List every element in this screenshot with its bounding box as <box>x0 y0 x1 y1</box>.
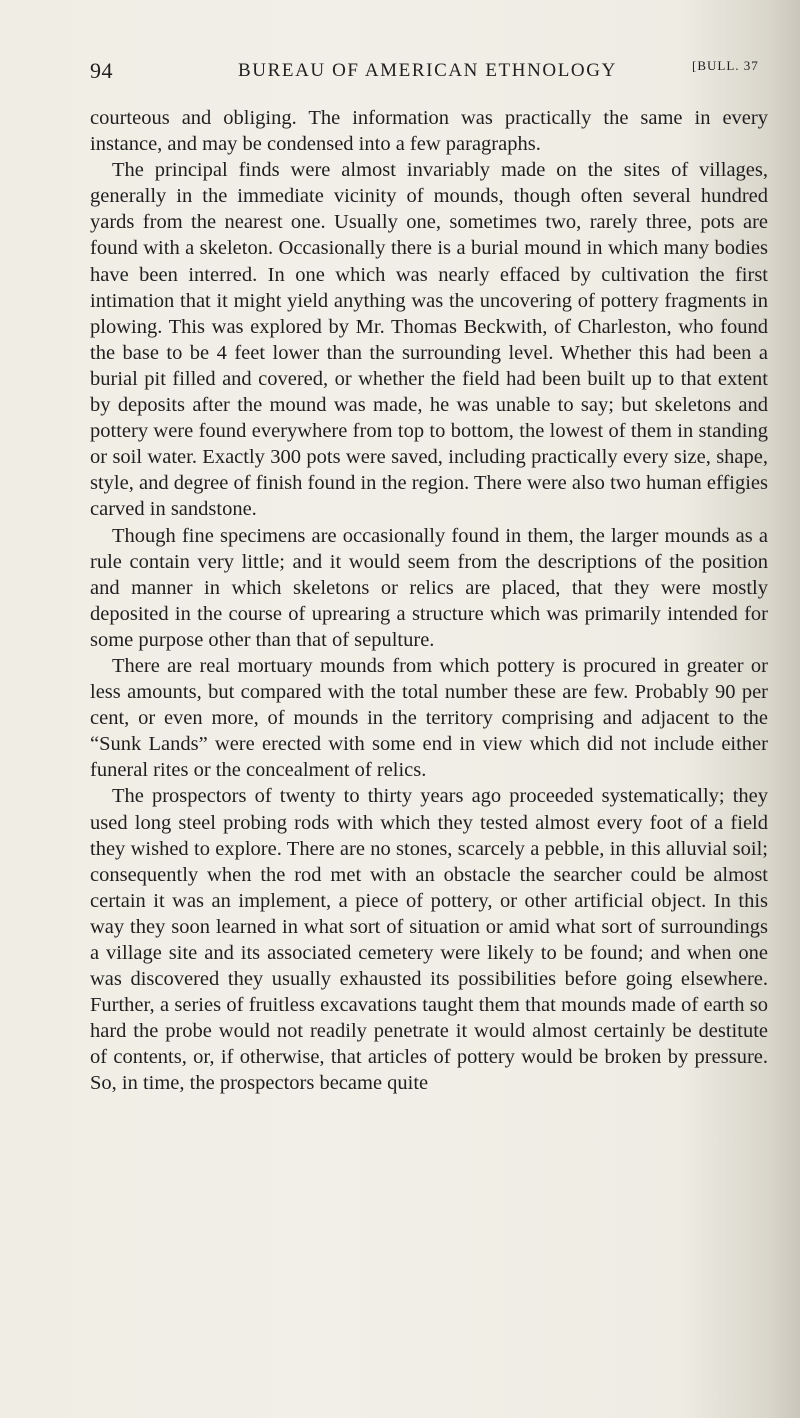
paragraph: The principal finds were almost invariably made on the sites of villages, generally in the immediate vicinity of mounds, though often several hundred yards from the nearest one. Usually one, sometimes two, rarely three, pots are found with a skeleton. Occasionally there is a burial mound in which many bodies have been interred. In one which was nearly effaced by cultivation the first intimation that it might yield anything was the uncovering of pottery fragments in plowing. This was explored by Mr. Thomas Beckwith, of Charleston, who found the base to be 4 feet lower than the surrounding level. Whether this had been a burial pit filled and covered, or whether the field had been built up to that extent by deposits after the mound was made, he was unable to say; but skeletons and pottery were found everywhere from top to bottom, the lowest of them in standing or soil water. Exactly 300 pots were saved, including practically every size, shape, style, and degree of finish found in the region. There were also two human effigies carved in sandstone. <box>90 159 768 521</box>
running-title: BUREAU OF AMERICAN ETHNOLOGY <box>238 60 617 81</box>
page-number: 94 <box>90 58 113 83</box>
body-text <box>90 105 768 1097</box>
paragraph-continued: courteous and obliging. The information was practically the same in every instance, and may be condensed into a few paragraphs. <box>90 107 768 156</box>
bulletin-reference: [BULL. 37 <box>692 58 759 73</box>
page-header <box>90 58 780 92</box>
paragraph: Though fine specimens are occasionally found in them, the larger mounds as a rule contain very little; and it would seem from the descriptions of the position and manner in which skeletons or relics are placed, that they were mostly deposited in the course of uprearing a structure which was primarily intended for some purpose other than that of sepulture. <box>90 524 768 651</box>
paragraph: The prospectors of twenty to thirty years ago proceeded systematically; they used long steel probing rods with which they tested almost every foot of a field they wished to explore. There are no stones, scarcely a pebble, in this alluvial soil; consequently when the rod met with an obstacle the searcher could be almost certain it was an implement, a piece of pottery, or other artificial object. In this way they soon learned in what sort of situation or amid what sort of surroundings a village site and its associated cemetery were likely to be found; and when one was discovered they usually exhausted its possibilities before going elsewhere. Further, a series of fruitless excavations taught them that mounds made of earth so hard the probe would not readily penetrate it would almost certainly be destitute of contents, or, if otherwise, that articles of pottery would be broken by pressure. So, in time, the prospectors became quite <box>90 785 768 1095</box>
paragraph: There are real mortuary mounds from which pottery is procured in greater or less amounts, but compared with the total number these are few. Probably 90 per cent, or even more, of mounds in the territory comprising and adjacent to the “Sunk Lands” were erected with some end in view which did not include either funeral rites or the concealment of relics. <box>90 654 768 782</box>
